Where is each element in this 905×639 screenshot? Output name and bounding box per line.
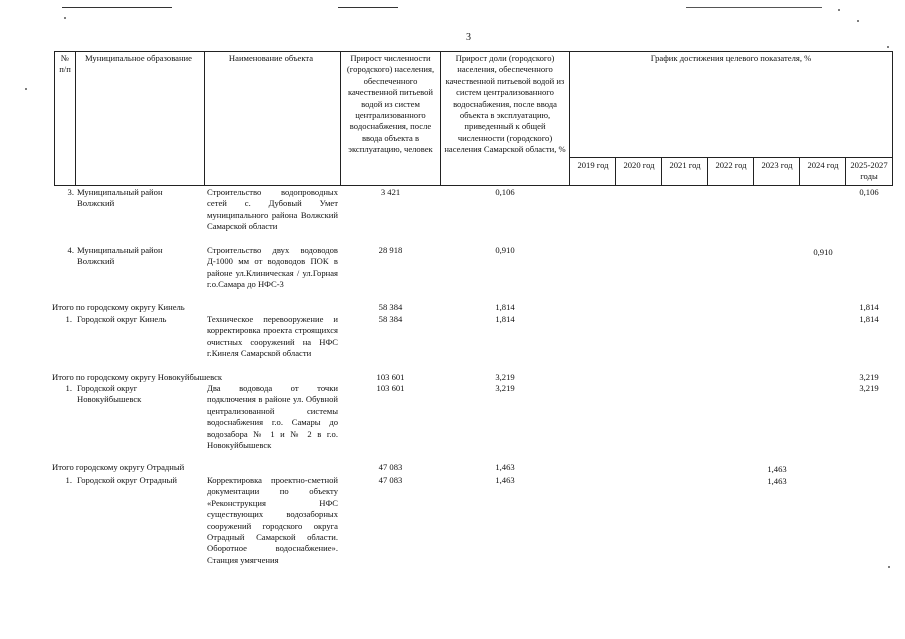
row-value-2025-2027: 0,106 [859,187,879,197]
total-row-share: 1,814 [495,302,515,312]
total-row-value-2023: 1,463 [767,464,787,474]
scan-line [686,7,822,8]
total-row-value-2025-2027: 1,814 [859,302,879,312]
row-value-2024: 0,910 [813,247,833,257]
total-row-value-2025-2027: 3,219 [859,372,879,382]
row-municipality: Муниципальный район Волжский [77,245,163,267]
page-number: 3 [466,32,471,43]
row-num: 1. [65,314,72,324]
row-municipality: Городской округ Кинель [77,314,167,324]
row-object: Техническое перевооружение и корректировка проекта строящихся очистных сооружений на НФС г.Кинеля Самарской области [207,314,338,359]
total-row-population: 47 083 [378,462,403,472]
header-year-2023: 2023 год [761,160,793,170]
total-row-label: Итого по городскому округу Кинель [52,302,185,312]
row-object: Два водовода от точки подключения в районе ул. Обувной централизованной системы водоснабжения г.о. Самары до водозабора № 1 и № 2 в г.о. Новокуйбышевск [207,383,338,451]
header-population: Прирост численности (городского) населения, обеспеченного качественной питьевой водой из систем централизованного водоснабжения, после ввода объекта в эксплуатацию, человек [346,53,435,155]
header-year-2025-2027: 2025-2027 годы [850,160,888,182]
header-year-2024: 2024 год [807,160,839,170]
row-municipality: Городской округ Отрадный [77,475,177,485]
row-object: Корректировка проектно-сметной документации по объекту «Реконструкция НФС существующих водозаборных сооружений городского округа Отрадный Самарской области. Оборотное водоснабжение». Станция умягчения [207,475,338,565]
row-population: 103 601 [376,383,405,393]
row-num: 3. [67,187,74,197]
header-year-2022: 2022 год [715,160,747,170]
header-year-2019: 2019 год [577,160,609,170]
total-row-share: 1,463 [495,462,515,472]
total-row-label: Итого городскому округу Отрадный [52,462,185,472]
header-schedule: График достижения целевого показателя, % [650,53,812,63]
scan-speck [25,88,27,90]
row-value-2025-2027: 1,814 [859,314,879,324]
scan-line [338,7,398,8]
scan-speck [838,9,840,11]
row-object: Строительство двух водоводов Д-1000 мм от водоводов ПОК в районе ул.Клиническая / ул.Горная г.о.Самара до НФС-3 [207,245,338,290]
row-population: 28 918 [378,245,403,255]
scan-speck [64,17,66,19]
scan-speck [888,566,890,568]
row-value-2023: 1,463 [767,476,787,486]
header-year-2020: 2020 год [623,160,655,170]
row-municipality: Муниципальный район Волжский [77,187,163,209]
total-row-population: 58 384 [378,302,403,312]
row-share: 0,106 [495,187,515,197]
header-year-2021: 2021 год [669,160,701,170]
header-object: Наименование объекта [228,53,314,63]
row-share: 0,910 [495,245,515,255]
total-row-label: Итого по городскому округу Новокуйбышевск [52,372,223,382]
row-share: 3,219 [495,383,515,393]
row-num: 4. [67,245,74,255]
row-num: 1. [65,383,72,393]
header-num: № п/п [59,53,71,75]
total-row-population: 103 601 [376,372,405,382]
row-share: 1,814 [495,314,515,324]
row-num: 1. [65,475,72,485]
row-municipality: Городской округ Новокуйбышевск [77,383,142,405]
total-row-share: 3,219 [495,372,515,382]
header-share: Прирост доли (городского) населения, обеспеченного качественной питьевой водой из систем централизованного водоснабжения, после ввода объекта в эксплуатацию, приведенный к общей численности (городского) населения Самарской области, % [444,53,566,155]
row-population: 58 384 [378,314,403,324]
row-population: 3 421 [380,187,401,197]
row-object: Строительство водопроводных сетей с. Дубовый Умет муниципального района Волжский Самарской области [207,187,338,232]
row-share: 1,463 [495,475,515,485]
scan-speck [887,46,889,48]
row-population: 47 083 [378,475,403,485]
row-value-2025-2027: 3,219 [859,383,879,393]
header-municipality: Муниципальное образование [85,53,192,63]
scan-line [62,7,172,8]
scan-speck [857,20,859,22]
